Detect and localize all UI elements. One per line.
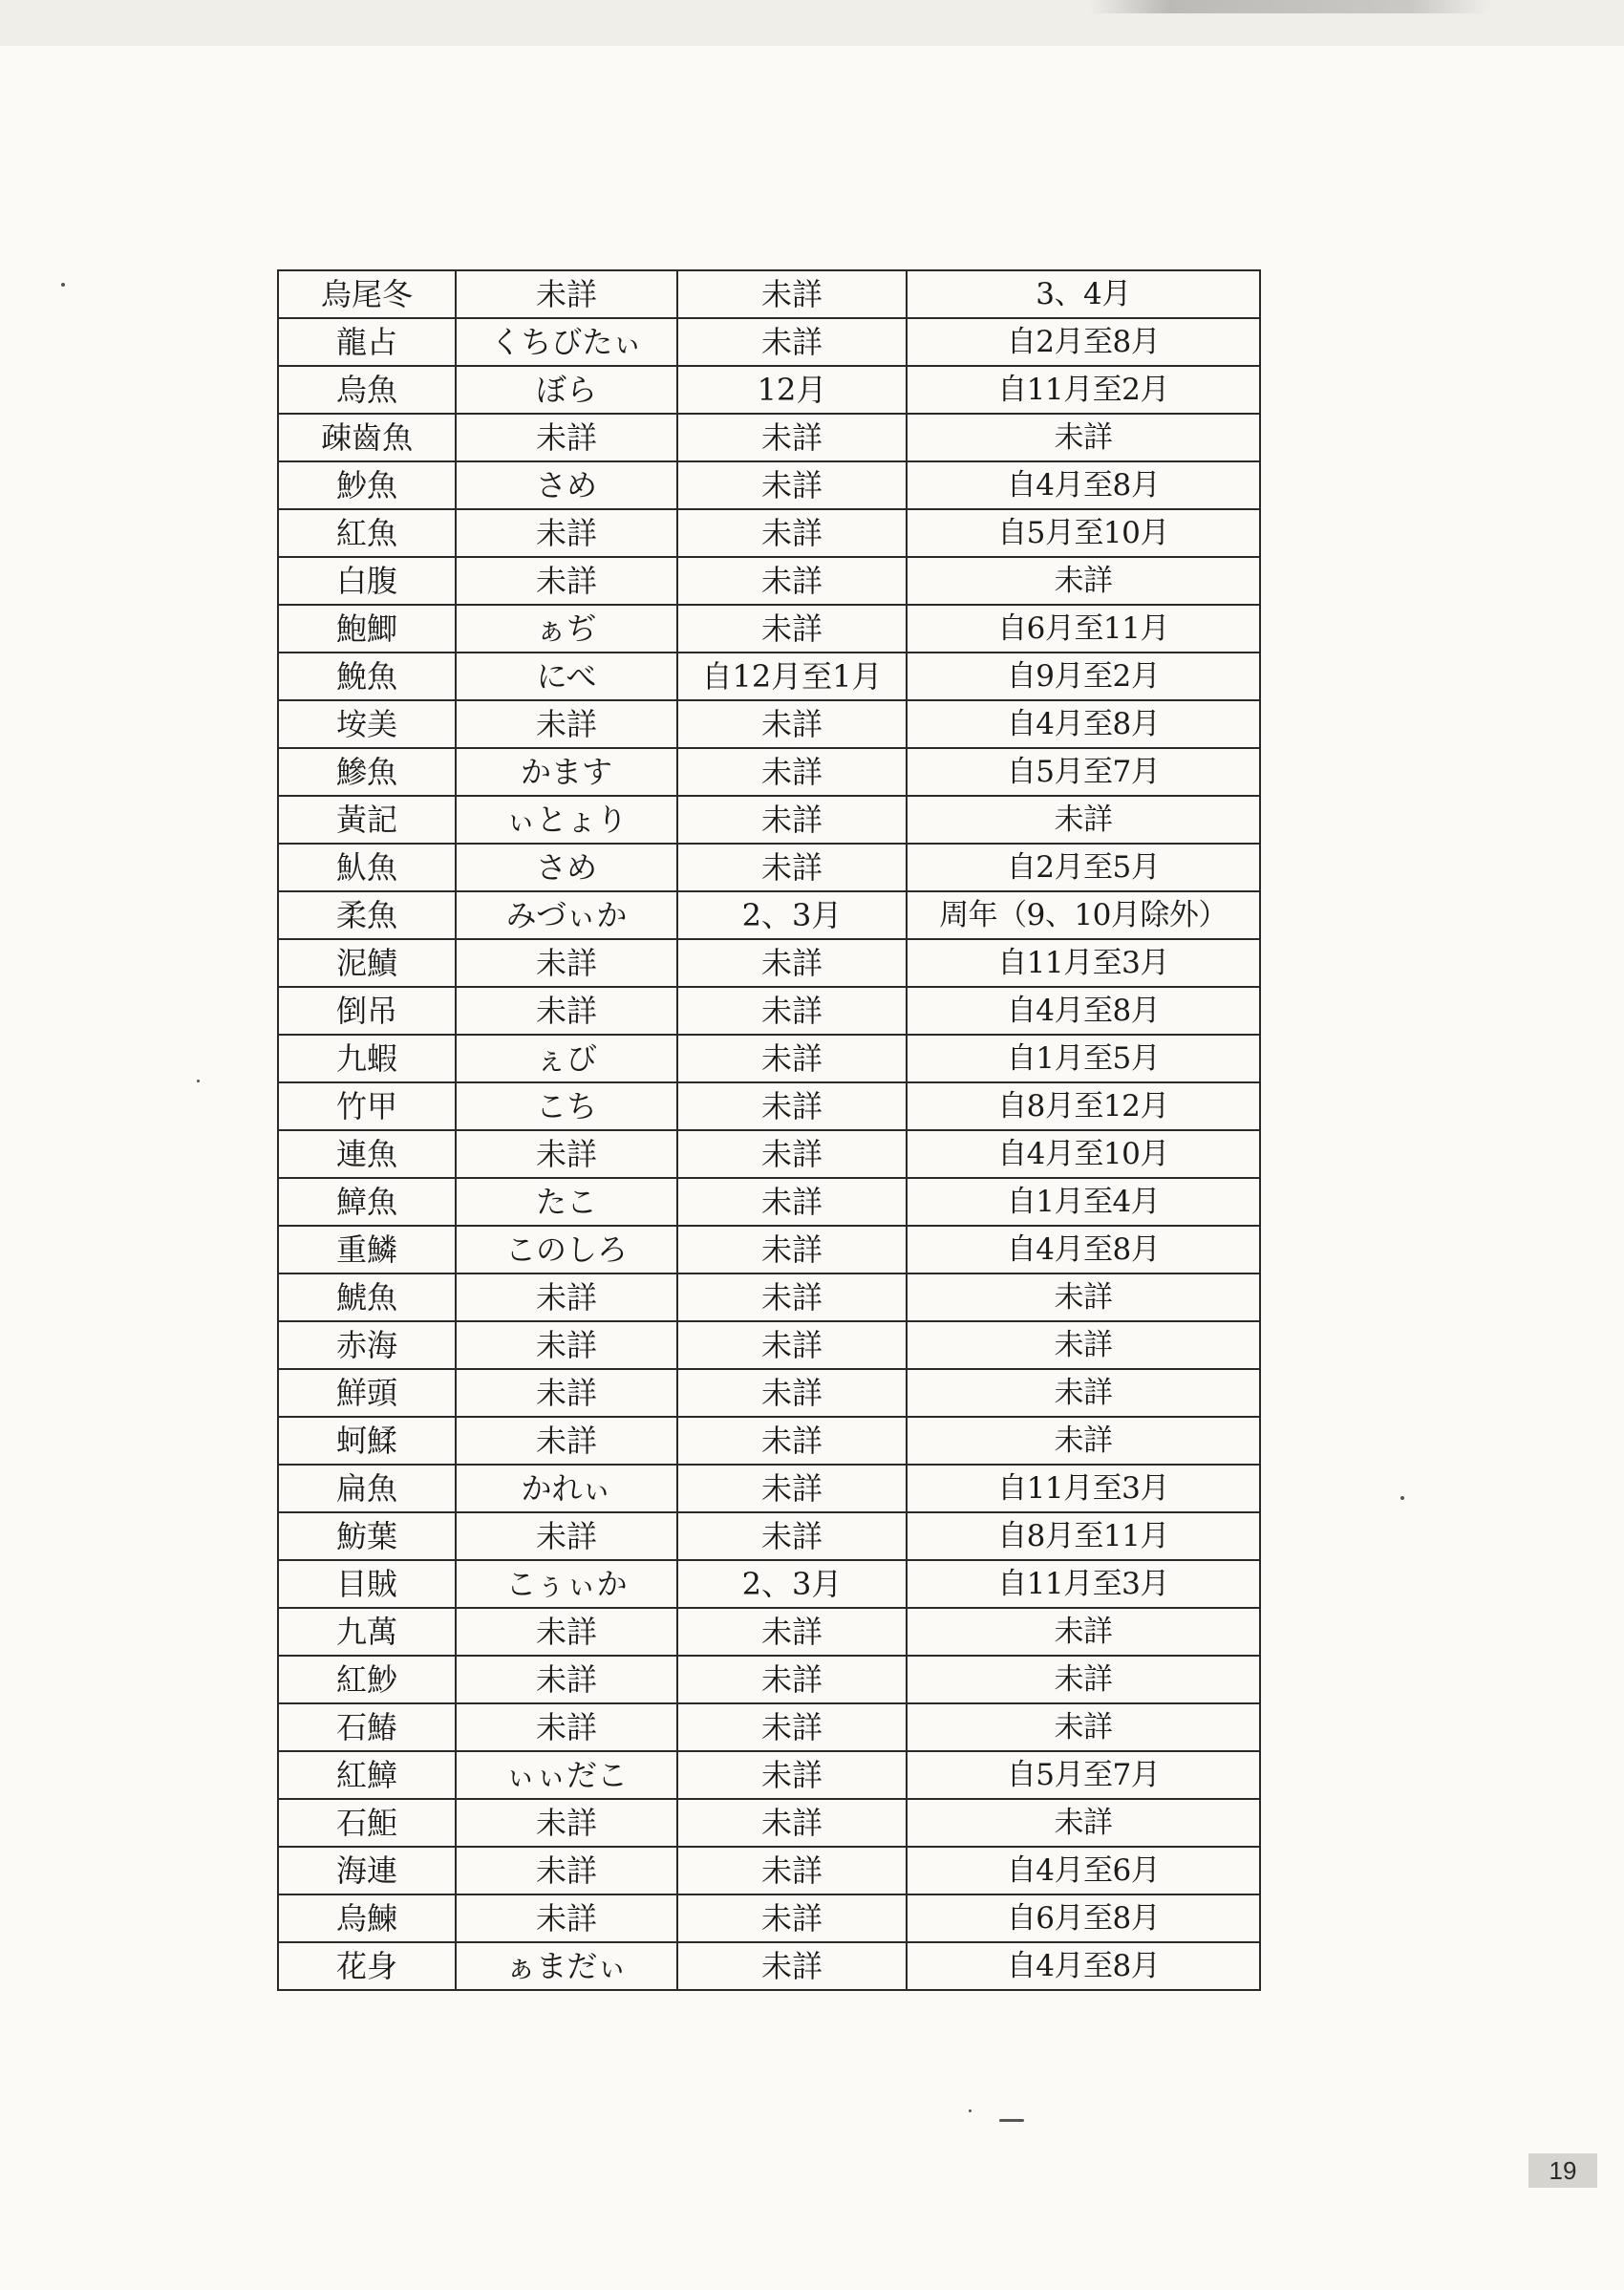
table-row [278,1369,1260,1417]
japanese-name-cell: ぼら [456,366,677,414]
fishing-season-cell: 自9月至2月 [907,653,1260,700]
spawning-period-cell: 未詳 [677,1512,907,1560]
fishing-season-cell: 自5月至7月 [907,1751,1260,1799]
table-row [278,1799,1260,1847]
spawning-period-cell: 2、3月 [677,891,907,939]
japanese-name-cell: くちびたぃ [456,318,677,366]
spawning-period-cell: 未詳 [677,1751,907,1799]
table-row [278,1035,1260,1082]
fishing-season-cell: 自5月至10月 [907,509,1260,557]
spawning-period-cell: 未詳 [677,1178,907,1226]
japanese-name-cell: こち [456,1082,677,1130]
fish-name-cell: 烏鰊 [278,1894,456,1942]
japanese-name-cell: かれぃ [456,1465,677,1512]
spawning-period-cell: 未詳 [677,557,907,605]
spawning-period-cell: 未詳 [677,1608,907,1656]
table-row [278,1178,1260,1226]
fishing-season-cell: 自4月至8月 [907,1226,1260,1273]
spawning-period-cell: 未詳 [677,844,907,891]
page-number: 19 [1528,2153,1597,2188]
fish-name-cell: 九蝦 [278,1035,456,1082]
fish-name-cell: 扁魚 [278,1465,456,1512]
table-row [278,1130,1260,1178]
spawning-period-cell: 未詳 [677,987,907,1035]
fish-name-cell: 海連 [278,1847,456,1894]
table-row [278,605,1260,653]
scan-speck [1400,1496,1404,1500]
japanese-name-cell: さめ [456,461,677,509]
fish-name-cell: 鰺魚 [278,748,456,796]
fish-season-table [277,269,1261,1991]
fish-name-cell: 魦魚 [278,461,456,509]
table-row [278,1894,1260,1942]
table-row [278,509,1260,557]
spawning-period-cell: 未詳 [677,939,907,987]
scan-speck [197,1080,200,1082]
table-row [278,461,1260,509]
spawning-period-cell: 未詳 [677,461,907,509]
table-row [278,270,1260,318]
japanese-name-cell: このしろ [456,1226,677,1273]
spawning-period-cell: 自12月至1月 [677,653,907,700]
japanese-name-cell: 未詳 [456,939,677,987]
japanese-name-cell: ぁぢ [456,605,677,653]
spawning-period-cell: 未詳 [677,1465,907,1512]
spawning-period-cell: 未詳 [677,1226,907,1273]
fish-name-cell: 紅魚 [278,509,456,557]
fish-name-cell: 石鮔 [278,1799,456,1847]
fish-name-cell: 魜魚 [278,844,456,891]
fishing-season-cell: 周年（9、10月除外） [907,891,1260,939]
spawning-period-cell: 未詳 [677,605,907,653]
fishing-season-cell: 自1月至4月 [907,1178,1260,1226]
japanese-name-cell: 未詳 [456,1703,677,1751]
japanese-name-cell: みづぃか [456,891,677,939]
table-row [278,1417,1260,1465]
table-row [278,1751,1260,1799]
japanese-name-cell: 未詳 [456,1656,677,1703]
table-row [278,1847,1260,1894]
fishing-season-cell: 自6月至8月 [907,1894,1260,1942]
spawning-period-cell: 未詳 [677,1082,907,1130]
fishing-season-cell: 未詳 [907,1656,1260,1703]
japanese-name-cell: たこ [456,1178,677,1226]
table-row [278,987,1260,1035]
table-row [278,366,1260,414]
fishing-season-cell: 自11月至3月 [907,1465,1260,1512]
fish-name-cell: 白腹 [278,557,456,605]
fish-name-cell: 鯱魚 [278,1273,456,1321]
fishing-season-cell: 自4月至8月 [907,1942,1260,1990]
table-row [278,700,1260,748]
fish-name-cell: 柔魚 [278,891,456,939]
table-row [278,1226,1260,1273]
scan-speck [61,283,65,287]
table-row [278,1465,1260,1512]
fishing-season-cell: 自4月至8月 [907,461,1260,509]
japanese-name-cell: 未詳 [456,1273,677,1321]
table-row [278,1656,1260,1703]
fishing-season-cell: 自11月至3月 [907,1560,1260,1608]
fish-name-cell: 鮑鯽 [278,605,456,653]
fishing-season-cell: 未詳 [907,414,1260,461]
spawning-period-cell: 未詳 [677,318,907,366]
japanese-name-cell: 未詳 [456,1417,677,1465]
japanese-name-cell: 未詳 [456,414,677,461]
fish-name-cell: 鱆魚 [278,1178,456,1226]
spawning-period-cell: 未詳 [677,1799,907,1847]
spawning-period-cell: 未詳 [677,1942,907,1990]
fish-name-cell: 竹甲 [278,1082,456,1130]
table-row [278,557,1260,605]
japanese-name-cell: 未詳 [456,557,677,605]
japanese-name-cell: 未詳 [456,1608,677,1656]
fish-name-cell: 黃記 [278,796,456,844]
fishing-season-cell: 自1月至5月 [907,1035,1260,1082]
fish-name-cell: 紅魦 [278,1656,456,1703]
spawning-period-cell: 未詳 [677,1703,907,1751]
fishing-season-cell: 自4月至6月 [907,1847,1260,1894]
japanese-name-cell: かます [456,748,677,796]
table-row [278,1082,1260,1130]
spawning-period-cell: 未詳 [677,1035,907,1082]
japanese-name-cell: 未詳 [456,1894,677,1942]
fish-name-cell: 石鰆 [278,1703,456,1751]
fishing-season-cell: 3、4月 [907,270,1260,318]
fishing-season-cell: 自8月至11月 [907,1512,1260,1560]
fishing-season-cell: 未詳 [907,796,1260,844]
table-row [278,1273,1260,1321]
fish-name-cell: 九萬 [278,1608,456,1656]
fishing-season-cell: 自5月至7月 [907,748,1260,796]
japanese-name-cell: ぁまだぃ [456,1942,677,1990]
table-row [278,1560,1260,1608]
spawning-period-cell: 未詳 [677,1894,907,1942]
spawning-period-cell: 未詳 [677,270,907,318]
fish-name-cell: 蚵鰇 [278,1417,456,1465]
table-row [278,1703,1260,1751]
fish-name-cell: 目賊 [278,1560,456,1608]
japanese-name-cell: ぃとょり [456,796,677,844]
table-row [278,796,1260,844]
spawning-period-cell: 未詳 [677,1130,907,1178]
japanese-name-cell: ぇび [456,1035,677,1082]
japanese-name-cell: 未詳 [456,509,677,557]
table-row [278,1512,1260,1560]
table-row [278,891,1260,939]
fish-name-cell: 垵美 [278,700,456,748]
fishing-season-cell: 自6月至11月 [907,605,1260,653]
table-row [278,1608,1260,1656]
fish-name-cell: 泥鰿 [278,939,456,987]
fishing-season-cell: 自2月至5月 [907,844,1260,891]
fishing-season-cell: 未詳 [907,1799,1260,1847]
spawning-period-cell: 未詳 [677,1417,907,1465]
spawning-period-cell: 未詳 [677,748,907,796]
fishing-season-cell: 未詳 [907,557,1260,605]
fish-name-cell: 烏魚 [278,366,456,414]
japanese-name-cell: 未詳 [456,1799,677,1847]
japanese-name-cell: 未詳 [456,1369,677,1417]
spawning-period-cell: 未詳 [677,700,907,748]
fishing-season-cell: 未詳 [907,1703,1260,1751]
fishing-season-cell: 自4月至10月 [907,1130,1260,1178]
table-row [278,1942,1260,1990]
fish-name-cell: 鮸魚 [278,653,456,700]
fishing-season-cell: 未詳 [907,1417,1260,1465]
japanese-name-cell: 未詳 [456,1321,677,1369]
scan-bleed-through-smudge [1089,0,1490,13]
fishing-season-cell: 未詳 [907,1321,1260,1369]
spawning-period-cell: 未詳 [677,1656,907,1703]
table-row [278,653,1260,700]
japanese-name-cell: 未詳 [456,1847,677,1894]
spawning-period-cell: 未詳 [677,509,907,557]
fish-name-cell: 烏尾冬 [278,270,456,318]
fishing-season-cell: 自8月至12月 [907,1082,1260,1130]
spawning-period-cell: 未詳 [677,1273,907,1321]
spawning-period-cell: 未詳 [677,1847,907,1894]
fishing-season-cell: 未詳 [907,1369,1260,1417]
spawning-period-cell: 12月 [677,366,907,414]
japanese-name-cell: にべ [456,653,677,700]
table-row [278,748,1260,796]
fish-table-body [278,270,1260,1990]
fish-name-cell: 倒吊 [278,987,456,1035]
fishing-season-cell: 自2月至8月 [907,318,1260,366]
fishing-season-cell: 自4月至8月 [907,700,1260,748]
fish-name-cell: 疎齒魚 [278,414,456,461]
table-row [278,939,1260,987]
spawning-period-cell: 未詳 [677,1369,907,1417]
fish-name-cell: 紅鱆 [278,1751,456,1799]
japanese-name-cell: ぃぃだこ [456,1751,677,1799]
fish-name-cell: 鮮頭 [278,1369,456,1417]
fish-name-cell: 龍占 [278,318,456,366]
fishing-season-cell: 自11月至2月 [907,366,1260,414]
japanese-name-cell: 未詳 [456,1512,677,1560]
table-row [278,318,1260,366]
fish-name-cell: 重鱗 [278,1226,456,1273]
table-row [278,1321,1260,1369]
spawning-period-cell: 未詳 [677,796,907,844]
fishing-season-cell: 未詳 [907,1608,1260,1656]
table-row [278,844,1260,891]
scan-speck [999,2119,1024,2122]
spawning-period-cell: 2、3月 [677,1560,907,1608]
japanese-name-cell: 未詳 [456,1130,677,1178]
japanese-name-cell: 未詳 [456,700,677,748]
spawning-period-cell: 未詳 [677,1321,907,1369]
table-row [278,414,1260,461]
japanese-name-cell: 未詳 [456,270,677,318]
fish-name-cell: 魴葉 [278,1512,456,1560]
fish-name-cell: 花身 [278,1942,456,1990]
japanese-name-cell: 未詳 [456,987,677,1035]
fishing-season-cell: 未詳 [907,1273,1260,1321]
japanese-name-cell: こぅぃか [456,1560,677,1608]
japanese-name-cell: さめ [456,844,677,891]
fishing-season-cell: 自4月至8月 [907,987,1260,1035]
fish-name-cell: 連魚 [278,1130,456,1178]
fish-name-cell: 赤海 [278,1321,456,1369]
spawning-period-cell: 未詳 [677,414,907,461]
scan-speck [969,2109,972,2112]
fishing-season-cell: 自11月至3月 [907,939,1260,987]
